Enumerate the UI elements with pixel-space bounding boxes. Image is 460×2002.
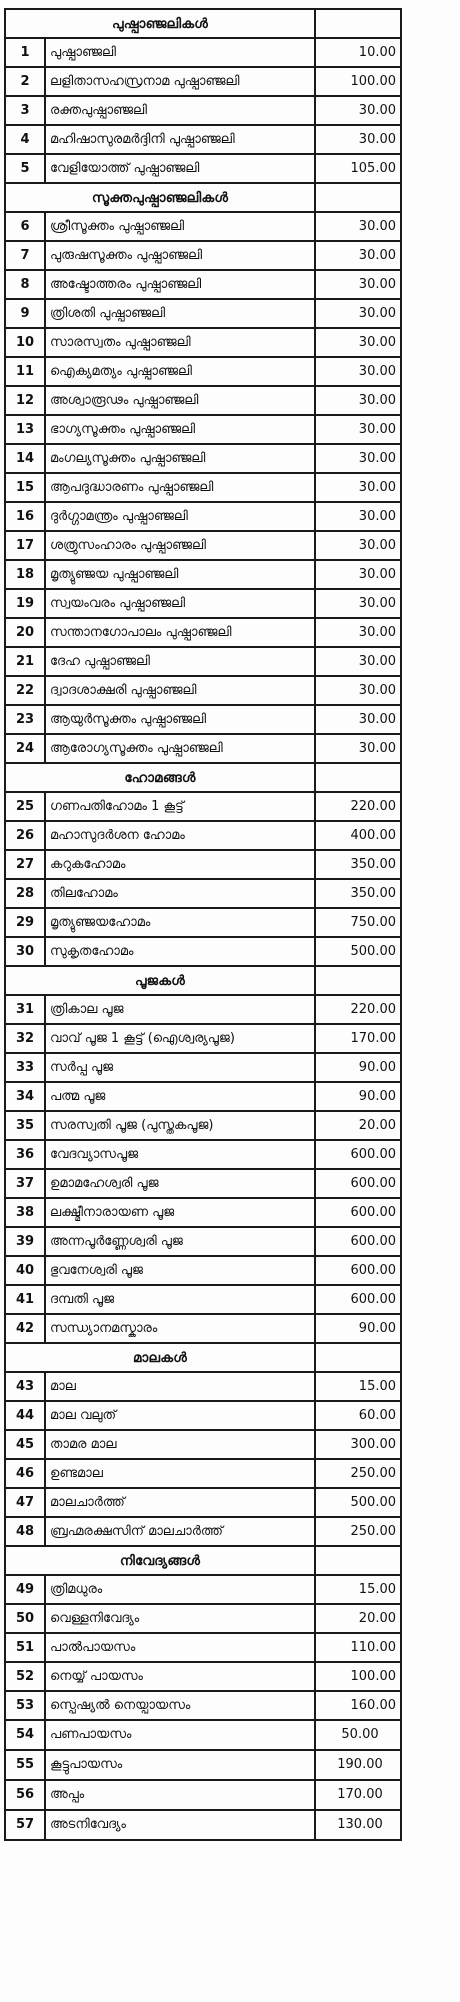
item-price: 30.00 [315, 676, 401, 705]
item-number: 24 [5, 734, 45, 763]
item-number: 36 [5, 1140, 45, 1169]
item-number: 4 [5, 125, 45, 154]
item-number: 20 [5, 618, 45, 647]
item-name: തിലഹോമം [45, 879, 315, 908]
item-name: അഷ്ടോത്തരം പുഷ്പാഞ്ജലി [45, 270, 315, 299]
item-name: ഉമാമഹേശ്വരി പൂജ [45, 1169, 315, 1198]
item-price: 30.00 [315, 299, 401, 328]
item-name: സർപ്പ പൂജ [45, 1053, 315, 1082]
table-row [5, 1459, 401, 1488]
item-number: 38 [5, 1198, 45, 1227]
table-row [5, 1575, 401, 1604]
item-number: 17 [5, 531, 45, 560]
item-price: 15.00 [315, 1372, 401, 1401]
item-price: 250.00 [315, 1459, 401, 1488]
item-number: 46 [5, 1459, 45, 1488]
offerings-price-table [4, 8, 402, 1841]
item-name: കറുകഹോമം [45, 850, 315, 879]
section-price-blank-cell [315, 1546, 401, 1575]
item-name: അശ്വാരൂഢം പുഷ്പാഞ്ജലി [45, 386, 315, 415]
table-row [5, 850, 401, 879]
section-header-row [5, 9, 401, 38]
item-price: 30.00 [315, 96, 401, 125]
item-price: 15.00 [315, 1575, 401, 1604]
table-row [5, 1517, 401, 1546]
section-header-row [5, 763, 401, 792]
item-price: 50.00 [315, 1720, 401, 1750]
section-title: ഹോമങ്ങൾ [5, 763, 315, 792]
section-price-blank-cell [315, 763, 401, 792]
item-number: 35 [5, 1111, 45, 1140]
item-price: 30.00 [315, 444, 401, 473]
table-row [5, 1401, 401, 1430]
item-number: 18 [5, 560, 45, 589]
table-row [5, 1750, 401, 1780]
item-price: 220.00 [315, 792, 401, 821]
item-number: 14 [5, 444, 45, 473]
table-row [5, 212, 401, 241]
section-title: മാലകൾ [5, 1343, 315, 1372]
item-price: 30.00 [315, 241, 401, 270]
item-number: 48 [5, 1517, 45, 1546]
item-price: 30.00 [315, 560, 401, 589]
item-name: ദുർഗ്ഗാമന്ത്രം പുഷ്പാഞ്ജലി [45, 502, 315, 531]
item-name: ശത്രുസംഹാരം പുഷ്പാഞ്ജലി [45, 531, 315, 560]
table-row [5, 1169, 401, 1198]
item-name: കൂട്ടുപായസം [45, 1750, 315, 1780]
item-number: 29 [5, 908, 45, 937]
item-price: 10.00 [315, 38, 401, 67]
item-number: 15 [5, 473, 45, 502]
item-name: ത്രികാല പൂജ [45, 995, 315, 1024]
section-price-blank-cell [315, 1343, 401, 1372]
item-name: ത്രിശതി പുഷ്പാഞ്ജലി [45, 299, 315, 328]
item-name: വേദവ്യാസപൂജ [45, 1140, 315, 1169]
item-number: 56 [5, 1780, 45, 1810]
item-number: 33 [5, 1053, 45, 1082]
item-number: 34 [5, 1082, 45, 1111]
item-price: 600.00 [315, 1140, 401, 1169]
table-row [5, 1633, 401, 1662]
item-number: 32 [5, 1024, 45, 1053]
item-name: മാല വലുത് [45, 1401, 315, 1430]
item-price: 170.00 [315, 1024, 401, 1053]
table-row [5, 241, 401, 270]
item-price: 30.00 [315, 328, 401, 357]
item-name: ദമ്പതി പൂജ [45, 1285, 315, 1314]
item-name: ഗണപതിഹോമം 1 കൂട്ട് [45, 792, 315, 821]
item-price: 300.00 [315, 1430, 401, 1459]
table-row [5, 299, 401, 328]
item-price: 30.00 [315, 647, 401, 676]
table-row [5, 1111, 401, 1140]
item-price: 30.00 [315, 734, 401, 763]
table-row [5, 879, 401, 908]
item-price: 30.00 [315, 212, 401, 241]
table-row [5, 792, 401, 821]
item-name: മഹിഷാസുരമർദ്ദിനി പുഷ്പാഞ്ജലി [45, 125, 315, 154]
item-number: 1 [5, 38, 45, 67]
table-row [5, 908, 401, 937]
item-number: 42 [5, 1314, 45, 1343]
table-row [5, 328, 401, 357]
item-name: ദ്വാദശാക്ഷരി പുഷ്പാഞ്ജലി [45, 676, 315, 705]
table-row [5, 1285, 401, 1314]
item-price: 500.00 [315, 1488, 401, 1517]
item-name: മഹാസുദർശന ഹോമം [45, 821, 315, 850]
item-price: 500.00 [315, 937, 401, 966]
table-row [5, 125, 401, 154]
table-row [5, 1053, 401, 1082]
item-number: 23 [5, 705, 45, 734]
item-price: 160.00 [315, 1691, 401, 1720]
item-number: 49 [5, 1575, 45, 1604]
item-number: 52 [5, 1662, 45, 1691]
item-number: 11 [5, 357, 45, 386]
item-name: സുകൃതഹോമം [45, 937, 315, 966]
item-name: പാൽപായസം [45, 1633, 315, 1662]
item-name: ഭാഗ്യസൂക്തം പുഷ്പാഞ്ജലി [45, 415, 315, 444]
item-number: 9 [5, 299, 45, 328]
item-name: മാലചാർത്ത് [45, 1488, 315, 1517]
table-row [5, 821, 401, 850]
table-row [5, 444, 401, 473]
table-row [5, 1256, 401, 1285]
item-name: ആരോഗ്യസൂക്തം പുഷ്പാഞ്ജലി [45, 734, 315, 763]
section-price-blank-cell [315, 966, 401, 995]
item-price: 30.00 [315, 473, 401, 502]
item-price: 90.00 [315, 1314, 401, 1343]
table-row [5, 676, 401, 705]
item-price: 400.00 [315, 821, 401, 850]
item-price: 350.00 [315, 850, 401, 879]
item-price: 105.00 [315, 154, 401, 183]
table-row [5, 647, 401, 676]
item-number: 25 [5, 792, 45, 821]
item-number: 44 [5, 1401, 45, 1430]
item-name: ബ്രഹ്മരക്ഷസിന് മാലചാർത്ത് [45, 1517, 315, 1546]
item-number: 22 [5, 676, 45, 705]
section-header-row [5, 183, 401, 212]
item-number: 7 [5, 241, 45, 270]
item-number: 40 [5, 1256, 45, 1285]
table-row [5, 560, 401, 589]
item-number: 13 [5, 415, 45, 444]
item-name: മൃത്യുഞ്ജയ പുഷ്പാഞ്ജലി [45, 560, 315, 589]
item-number: 31 [5, 995, 45, 1024]
table-row [5, 618, 401, 647]
table-row [5, 1227, 401, 1256]
item-name: സാരസ്വതം പുഷ്പാഞ്ജലി [45, 328, 315, 357]
table-row [5, 1604, 401, 1633]
table-row [5, 473, 401, 502]
item-price: 130.00 [315, 1810, 401, 1840]
section-price-blank-cell [315, 183, 401, 212]
table-row [5, 734, 401, 763]
item-name: ആപദുദ്ധാരണം പുഷ്പാഞ്ജലി [45, 473, 315, 502]
item-name: താമര മാല [45, 1430, 315, 1459]
item-number: 12 [5, 386, 45, 415]
table-row [5, 1662, 401, 1691]
item-name: മാല [45, 1372, 315, 1401]
table-row [5, 386, 401, 415]
section-price-blank-cell [315, 9, 401, 38]
item-price: 30.00 [315, 531, 401, 560]
section-title: സൂക്തപുഷ്പാഞ്ജലികൾ [5, 183, 315, 212]
table-row [5, 1314, 401, 1343]
item-number: 28 [5, 879, 45, 908]
table-row [5, 357, 401, 386]
item-name: ഭുവനേശ്വരി പൂജ [45, 1256, 315, 1285]
item-number: 54 [5, 1720, 45, 1750]
item-number: 10 [5, 328, 45, 357]
item-name: സ്പെഷ്യൽ നെയ്പായസം [45, 1691, 315, 1720]
table-row [5, 67, 401, 96]
item-name: മംഗല്യസൂക്തം പുഷ്പാഞ്ജലി [45, 444, 315, 473]
item-price: 100.00 [315, 67, 401, 96]
item-name: വെള്ളനിവേദ്യം [45, 1604, 315, 1633]
item-number: 37 [5, 1169, 45, 1198]
table-row [5, 96, 401, 125]
table-row [5, 502, 401, 531]
item-price: 90.00 [315, 1082, 401, 1111]
item-name: നെയ്യ് പായസം [45, 1662, 315, 1691]
table-row [5, 1082, 401, 1111]
item-number: 53 [5, 1691, 45, 1720]
item-name: സരസ്വതി പൂജ (പുസ്തകപൂജ) [45, 1111, 315, 1140]
item-name: ദേഹ പുഷ്പാഞ്ജലി [45, 647, 315, 676]
item-number: 57 [5, 1810, 45, 1840]
table-row [5, 38, 401, 67]
item-price: 750.00 [315, 908, 401, 937]
table-row [5, 705, 401, 734]
item-name: പത്മ പൂജ [45, 1082, 315, 1111]
section-title: നിവേദ്യങ്ങൾ [5, 1546, 315, 1575]
item-name: അപ്പം [45, 1780, 315, 1810]
item-number: 19 [5, 589, 45, 618]
item-name: പണപായസം [45, 1720, 315, 1750]
item-price: 20.00 [315, 1604, 401, 1633]
item-price: 30.00 [315, 502, 401, 531]
table-row [5, 270, 401, 299]
item-number: 43 [5, 1372, 45, 1401]
table-row [5, 995, 401, 1024]
item-price: 220.00 [315, 995, 401, 1024]
item-price: 90.00 [315, 1053, 401, 1082]
item-number: 55 [5, 1750, 45, 1780]
table-row [5, 1720, 401, 1750]
item-number: 6 [5, 212, 45, 241]
item-price: 30.00 [315, 589, 401, 618]
item-price: 30.00 [315, 125, 401, 154]
item-number: 30 [5, 937, 45, 966]
item-price: 600.00 [315, 1256, 401, 1285]
item-number: 21 [5, 647, 45, 676]
item-name: ഐക്യമത്യം പുഷ്പാഞ്ജലി [45, 357, 315, 386]
item-name: അന്നപൂർണ്ണേശ്വരി പൂജ [45, 1227, 315, 1256]
item-name: സന്ധ്യാനമസ്കാരം [45, 1314, 315, 1343]
item-name: രക്തപുഷ്പാഞ്ജലി [45, 96, 315, 125]
item-number: 39 [5, 1227, 45, 1256]
item-price: 30.00 [315, 357, 401, 386]
table-row [5, 1691, 401, 1720]
section-header-row [5, 1343, 401, 1372]
section-title: പൂജകൾ [5, 966, 315, 995]
table-body [5, 9, 401, 1840]
table-row [5, 1024, 401, 1053]
item-price: 600.00 [315, 1169, 401, 1198]
item-price: 250.00 [315, 1517, 401, 1546]
item-price: 110.00 [315, 1633, 401, 1662]
section-header-row [5, 966, 401, 995]
item-price: 30.00 [315, 618, 401, 647]
item-price: 30.00 [315, 705, 401, 734]
item-name: ശ്രീസൂക്തം പുഷ്പാഞ്ജലി [45, 212, 315, 241]
item-name: അടനിവേദ്യം [45, 1810, 315, 1840]
table-row [5, 1810, 401, 1840]
item-name: ലളിതാസഹസ്രനാമ പുഷ്പാഞ്ജലി [45, 67, 315, 96]
item-number: 45 [5, 1430, 45, 1459]
item-name: ത്രിമധുരം [45, 1575, 315, 1604]
item-name: പുഷ്പാഞ്ജലി [45, 38, 315, 67]
table-row [5, 1198, 401, 1227]
item-number: 26 [5, 821, 45, 850]
table-row [5, 937, 401, 966]
item-number: 2 [5, 67, 45, 96]
item-number: 5 [5, 154, 45, 183]
item-number: 51 [5, 1633, 45, 1662]
item-number: 50 [5, 1604, 45, 1633]
item-name: വാവ് പൂജ 1 കൂട്ട് (ഐശ്വര്യപൂജ) [45, 1024, 315, 1053]
section-title: പുഷ്പാഞ്ജലികൾ [5, 9, 315, 38]
item-name: വേളിയോത്ത് പുഷ്പാഞ്ജലി [45, 154, 315, 183]
table-row [5, 154, 401, 183]
table-row [5, 415, 401, 444]
item-price: 20.00 [315, 1111, 401, 1140]
item-price: 170.00 [315, 1780, 401, 1810]
item-number: 27 [5, 850, 45, 879]
item-price: 600.00 [315, 1227, 401, 1256]
item-name: ഉണ്ടമാല [45, 1459, 315, 1488]
item-price: 30.00 [315, 386, 401, 415]
item-price: 600.00 [315, 1285, 401, 1314]
item-price: 190.00 [315, 1750, 401, 1780]
item-price: 600.00 [315, 1198, 401, 1227]
item-name: ആയുർസൂക്തം പുഷ്പാഞ്ജലി [45, 705, 315, 734]
item-price: 350.00 [315, 879, 401, 908]
table-row [5, 1488, 401, 1517]
item-number: 16 [5, 502, 45, 531]
item-number: 8 [5, 270, 45, 299]
table-row [5, 589, 401, 618]
table-row [5, 1430, 401, 1459]
item-name: പുരുഷസൂക്തം പുഷ്പാഞ്ജലി [45, 241, 315, 270]
item-price: 60.00 [315, 1401, 401, 1430]
table-row [5, 1780, 401, 1810]
item-number: 47 [5, 1488, 45, 1517]
item-price: 100.00 [315, 1662, 401, 1691]
item-price: 30.00 [315, 415, 401, 444]
item-number: 3 [5, 96, 45, 125]
item-price: 30.00 [315, 270, 401, 299]
table-row [5, 531, 401, 560]
item-name: മൃത്യുഞ്ജയഹോമം [45, 908, 315, 937]
item-name: സ്വയംവരം പുഷ്പാഞ്ജലി [45, 589, 315, 618]
table-row [5, 1372, 401, 1401]
section-header-row [5, 1546, 401, 1575]
item-name: സന്താനഗോപാലം പുഷ്പാഞ്ജലി [45, 618, 315, 647]
item-number: 41 [5, 1285, 45, 1314]
table-row [5, 1140, 401, 1169]
item-name: ലക്ഷ്മീനാരായണ പൂജ [45, 1198, 315, 1227]
